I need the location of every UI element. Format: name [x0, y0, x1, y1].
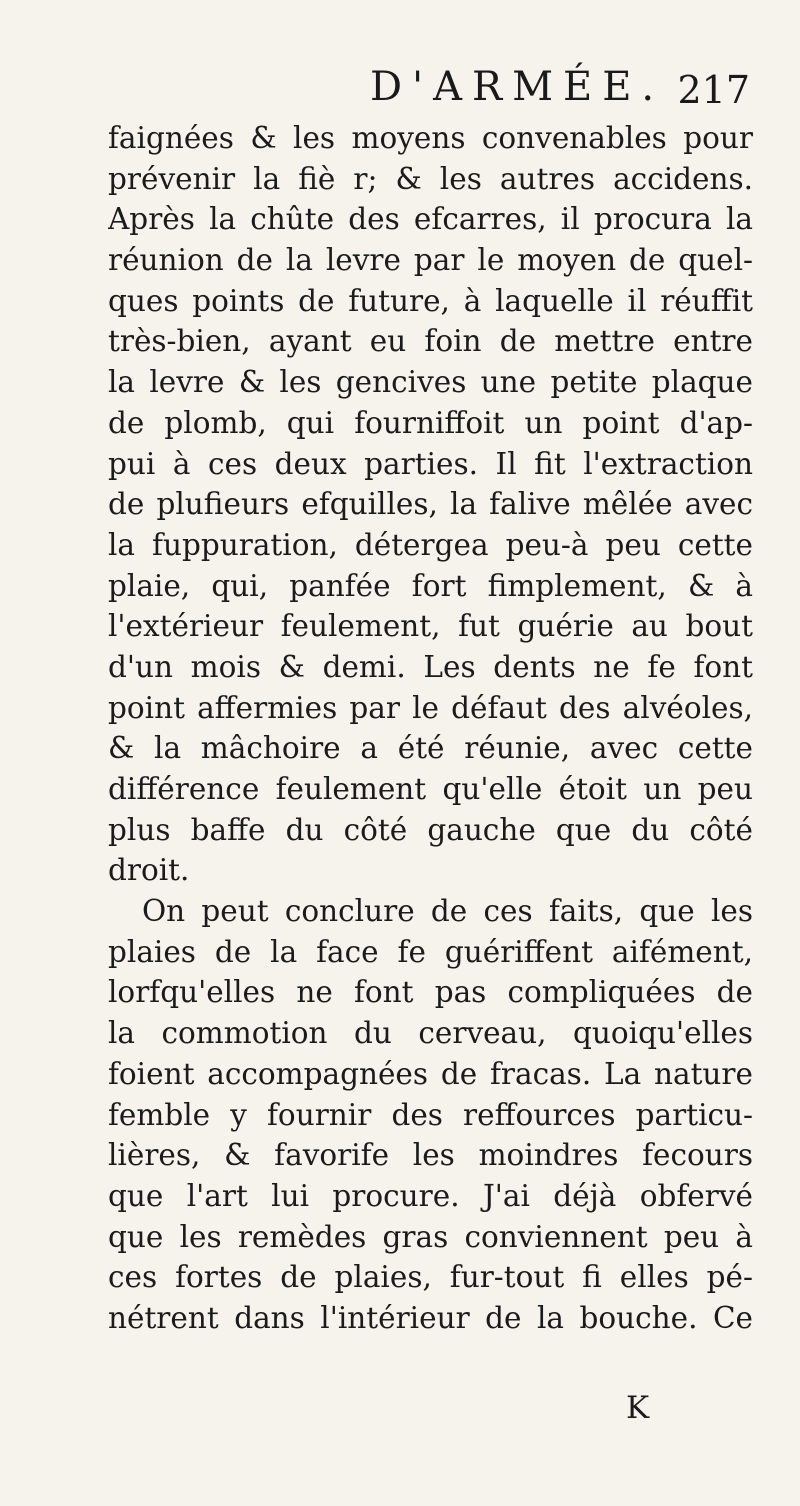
- text-line: la levre & les gencives une petite plaque: [108, 365, 753, 400]
- running-head: D'ARMÉE.: [370, 64, 665, 110]
- text-line: réunion de la levre par le moyen de quel-: [108, 243, 753, 278]
- text-line: la fuppuration, détergea peu-à peu cette: [108, 527, 753, 562]
- text-line: femble y fournir des reffources particu-: [108, 1097, 753, 1132]
- text-line: plus baffe du côté gauche que du côté: [108, 812, 753, 847]
- text-line: que l'art lui procure. J'ai déjà obfervé: [108, 1178, 753, 1213]
- text-line: ces fortes de plaies, fur-tout fi elles pé-: [108, 1260, 753, 1295]
- text-line: prévenir la fiè r; & les autres accidens.: [108, 161, 753, 196]
- body-text: [108, 118, 753, 1339]
- text-line: de plomb, qui fourniffoit un point d'ap-: [108, 405, 753, 440]
- text-line: pui à ces deux parties. Il fit l'extraction: [108, 446, 753, 481]
- text-line: plaies de la face fe guériffent aifément,: [108, 934, 753, 969]
- text-line: différence feulement qu'elle étoit un peu: [108, 772, 753, 806]
- text-line: point affermies par le défaut des alvéoles,: [108, 690, 753, 725]
- text-line: plaie, qui, panfée fort fimplement, & à: [108, 568, 753, 603]
- text-line: d'un mois & demi. Les dents ne fe font: [108, 649, 753, 684]
- text-line: lorfqu'elles ne font pas compliquées de: [108, 975, 753, 1010]
- text-line: que les remèdes gras conviennent peu à: [108, 1219, 753, 1254]
- text-line: nétrent dans l'intérieur de la bouche. Ce: [108, 1300, 753, 1335]
- text-line-paragraph-end: droit.: [108, 853, 190, 888]
- page-number: 217: [677, 68, 750, 112]
- text-line: très-bien, ayant eu foin de mettre entre: [108, 324, 753, 359]
- text-line: l'extérieur feulement, fut guérie au bout: [108, 609, 753, 644]
- text-line: & la mâchoire a été réunie, avec cette: [108, 731, 753, 766]
- text-line: de plufieurs efquilles, la falive mêlée avec: [108, 487, 753, 522]
- text-line: foient accompagnées de fracas. La nature: [108, 1056, 753, 1091]
- signature-mark: K: [626, 1390, 650, 1426]
- text-line: la commotion du cerveau, quoiqu'elles: [108, 1016, 753, 1051]
- text-line-paragraph-start: On peut conclure de ces faits, que les: [142, 894, 753, 929]
- text-line: Après la chûte des efcarres, il procura la: [108, 202, 753, 237]
- page-header: [100, 64, 750, 114]
- text-line: ques points de future, à laquelle il réuffit: [108, 283, 753, 318]
- text-line: faignées & les moyens convenables pour: [108, 121, 753, 155]
- text-line: lières, & favorife les moindres fecours: [108, 1138, 753, 1173]
